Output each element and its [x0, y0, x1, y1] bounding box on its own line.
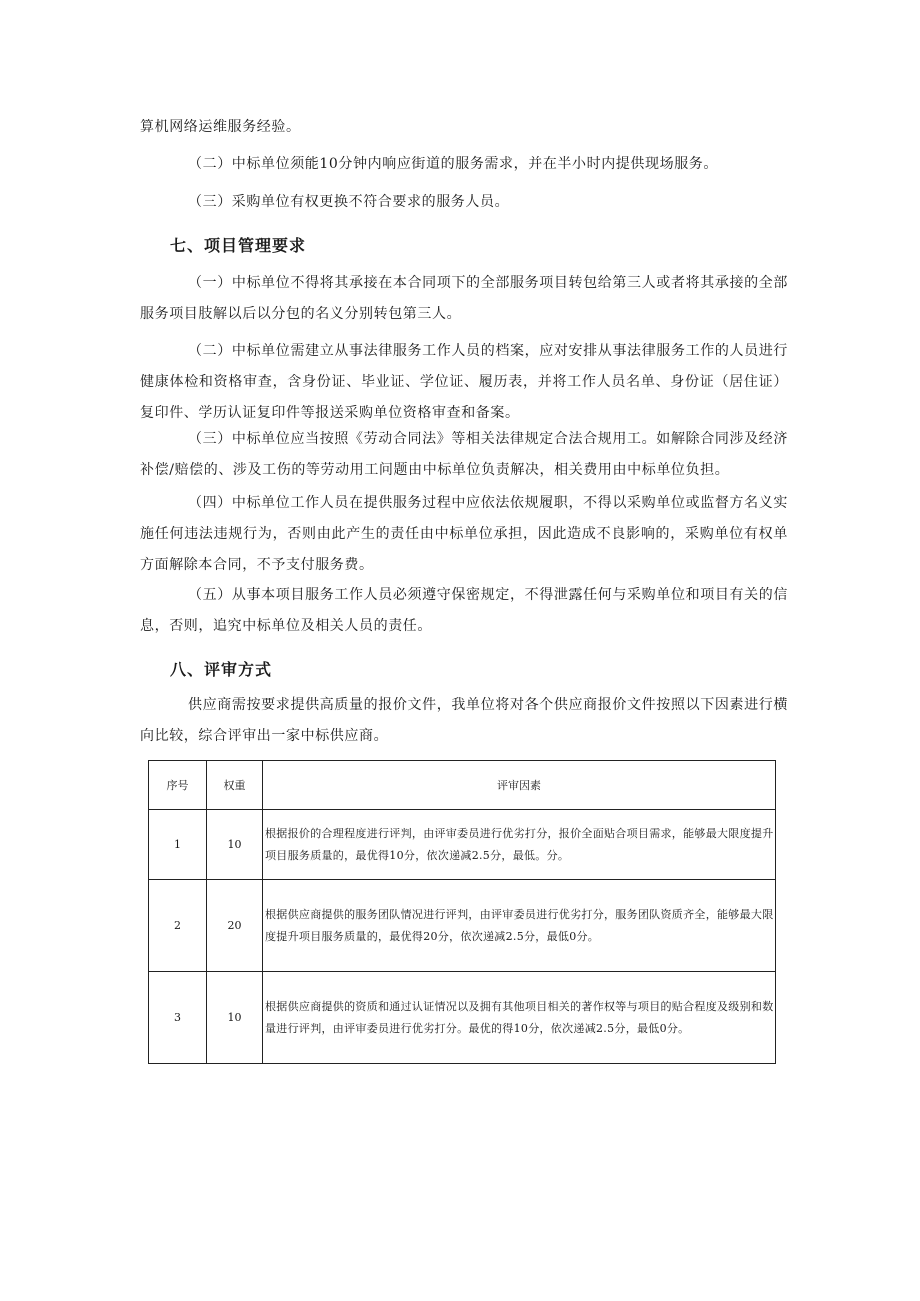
row-no: 3: [149, 972, 207, 1064]
section-7-item-5: （五）从事本项目服务工作人员必须遵守保密规定，不得泄露任何与采购单位和项目有关的信息，否则，追究中标单位及相关人员的责任。: [140, 587, 788, 634]
table-row: [149, 880, 776, 972]
table-row: [149, 810, 776, 880]
header-factor: 评审因素: [263, 761, 776, 810]
section-7-heading: 七、项目管理要求: [170, 236, 307, 255]
row-weight: 10: [207, 810, 263, 880]
paragraph-response-time: （二）中标单位须能10分钟内响应街道的服务需求，并在半小时内提供现场服务。: [188, 156, 719, 172]
paragraph-replace-staff: （三）采购单位有权更换不符合要求的服务人员。: [188, 194, 510, 210]
header-weight: 权重: [207, 761, 263, 810]
row-weight: 10: [207, 972, 263, 1064]
section-7-item-4: （四）中标单位工作人员在提供服务过程中应依法依规履职，不得以采购单位或监督方名义实施任何违法违规行为，否则由此产生的责任由中标单位承担，因此造成不良影响的，采购单位有权单方面解除本合同，不予支付服务费。: [140, 495, 788, 573]
section-8-heading: 八、评审方式: [170, 660, 273, 679]
section-8-intro: 供应商需按要求提供高质量的报价文件，我单位将对各个供应商报价文件按照以下因素进行横向比较，综合评审出一家中标供应商。: [140, 697, 788, 744]
row-no: 2: [149, 880, 207, 972]
section-7-item-2: （二）中标单位需建立从事法律服务工作人员的档案，应对安排从事法律服务工作的人员进行健康体检和资格审查，含身份证、毕业证、学位证、履历表，并将工作人员名单、身份证（居住证）复印件、学历认证复印件等报送采购单位资格审查和备案。: [140, 343, 788, 421]
row-factor: 根据供应商提供的服务团队情况进行评判，由评审委员进行优劣打分，服务团队资质齐全，能够最大限度提升项目服务质量的，最优得20分，依次递减2.5分，最低0分。: [263, 880, 776, 972]
table-row: [149, 972, 776, 1064]
review-criteria-table: [148, 760, 776, 1064]
section-7-item-3: （三）中标单位应当按照《劳动合同法》等相关法律规定合法合规用工。如解除合同涉及经济补偿/赔偿的、涉及工伤的等劳动用工问题由中标单位负责解决，相关费用由中标单位负担。: [140, 431, 788, 478]
header-no: 序号: [149, 761, 207, 810]
row-factor: 根据报价的合理程度进行评判，由评审委员进行优劣打分，报价全面贴合项目需求，能够最大限度提升项目服务质量的，最优得10分，依次递减2.5分，最低。分。: [263, 810, 776, 880]
section-7-item-1: （一）中标单位不得将其承接在本合同项下的全部服务项目转包给第三人或者将其承接的全部服务项目肢解以后以分包的名义分别转包第三人。: [140, 275, 788, 322]
row-weight: 20: [207, 880, 263, 972]
row-no: 1: [149, 810, 207, 880]
row-factor: 根据供应商提供的资质和通过认证情况以及拥有其他项目相关的著作权等与项目的贴合程度及级别和数量进行评判，由评审委员进行优劣打分。最优的得10分，依次递减2.5分，最低0分。: [263, 972, 776, 1064]
table-header-row: [149, 761, 776, 810]
paragraph-continuation: 算机网络运维服务经验。: [140, 119, 301, 135]
